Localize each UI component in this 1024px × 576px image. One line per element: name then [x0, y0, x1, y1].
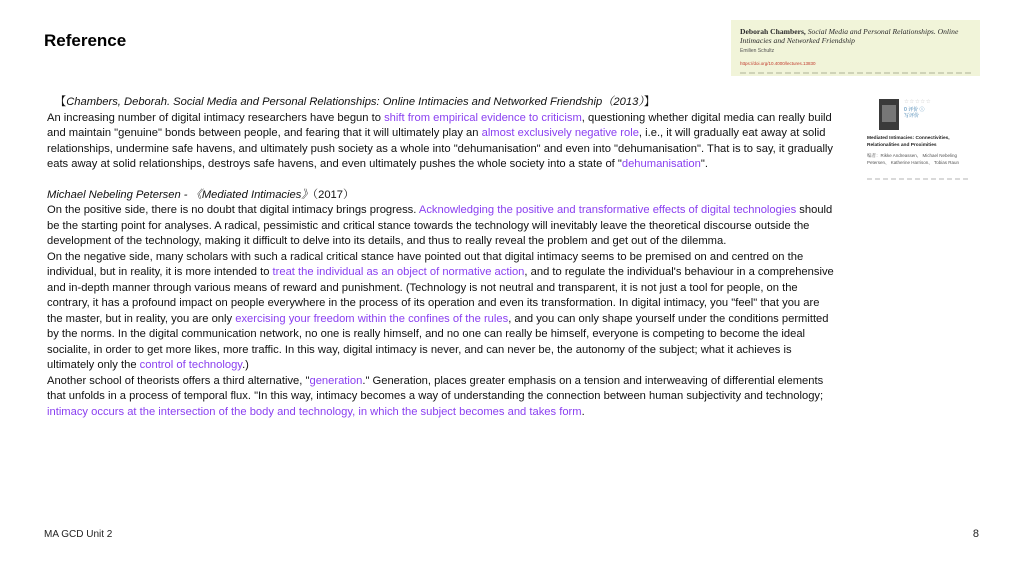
- citation-petersen: [47, 188, 837, 204]
- highlighted-phrase: control of technology: [139, 359, 243, 371]
- citation-chambers: [47, 95, 837, 111]
- highlighted-phrase: shift from empirical evidence to criticism: [384, 111, 582, 124]
- citation-petersen-year: （2017）: [312, 188, 355, 201]
- paragraph-text: should be the starting point for analyses. A radical, pessimistic and critical stance towards the technology will inevitably leave the theoretical discourse outside the development of the technology, making it difficult to delve into its details, and thus to really reveal the problem and get out of the dilemma.: [47, 204, 833, 247]
- paragraph-text: ." Generation, places greater emphasis on a tension and interweaving of differential elements that unfolds in a process of temporal flux. "In this way, intimacy becomes a way of understanding the connection between human subjectivity and technology;: [47, 374, 824, 402]
- paragraph-text: , i.e., it will gradually eat away at solid relationships, undermine safe havens, and ultimately push society as a whole into "dehumanisation" and even into "dehumanisation". That is to say, it gradually eats away at solid relationships, destroys safe havens, and even ultimately pushes the whole society into a state of ": [47, 127, 834, 170]
- book-cover-image: [879, 99, 899, 130]
- book-editors: 编者：Rikke Andreassen、 Michael Nebeling Petersen、 Katherine Harrison、 Tobias Raun: [867, 153, 960, 165]
- page-number: 8: [972, 528, 979, 540]
- paragraph-text: .: [581, 405, 585, 418]
- highlighted-phrase: generation: [309, 374, 363, 387]
- book-thumbnail: [867, 95, 975, 183]
- ref-card-book: Social Media and Personal Relationships. Online Intimacies and Networked Friendship: [740, 27, 959, 45]
- paragraph-positive-side: [47, 203, 837, 250]
- ref-card-title: [740, 27, 971, 45]
- citation-chambers-text: Chambers, Deborah. Social Media and Personal Relationships: Online Intimacies and Networked Friendship（2013）: [66, 96, 644, 108]
- book-rating: 0 评价 ⓘ: [904, 107, 925, 113]
- paragraph-text: On the negative side, many scholars with such a radical critical stance have pointed out that digital intimacy seems to be premised on and centred on the individual, but in reality, it is more intended to: [47, 250, 804, 278]
- book-stars: ☆☆☆☆☆: [904, 99, 932, 105]
- paragraph-text: Another school of theorists offers a third alternative, ": [47, 374, 310, 387]
- paragraph-negative-side: [47, 250, 837, 374]
- footer-course: MA GCD Unit 2: [44, 529, 113, 540]
- book-write-review: 写评价: [904, 113, 920, 119]
- citation-close-bracket: 】: [643, 96, 656, 108]
- ref-card-divider: [740, 72, 971, 74]
- highlighted-phrase: dehumanisation: [621, 158, 701, 170]
- paragraph-text: , questioning whether digital media can really build and maintain "genuine" bonds between people, and fearing that it will ultimately play an: [47, 111, 832, 139]
- citation-open-bracket: 【: [55, 96, 67, 108]
- reference-thumbnail: [731, 20, 980, 76]
- paragraph-chambers: [47, 111, 837, 173]
- paragraph-generation: [47, 374, 837, 421]
- paragraph-text: An increasing number of digital intimacy researchers have begun to: [47, 111, 385, 124]
- slide-body: [47, 95, 837, 420]
- slide-title: Reference: [44, 31, 127, 50]
- ref-card-reviewer: Emilien Schultz: [740, 48, 775, 54]
- citation-petersen-author: Michael Nebeling Petersen - 《Mediated Intimacies》: [47, 188, 313, 201]
- highlighted-phrase: intimacy occurs at the intersection of the body and technology, in which the subject becomes and takes form: [47, 405, 582, 418]
- highlighted-phrase: exercising your freedom within the confines of the rules: [235, 312, 509, 325]
- ref-card-author: Deborah Chambers,: [740, 27, 806, 36]
- paragraph-text: ".: [700, 158, 708, 170]
- highlighted-phrase: almost exclusively negative role: [481, 127, 639, 139]
- highlighted-phrase: treat the individual as an object of normative action: [272, 266, 525, 278]
- paragraph-text: On the positive side, there is no doubt that digital intimacy brings progress.: [47, 204, 419, 216]
- paragraph-text: , and to regulate the individual's behaviour in a comprehensive and in-depth manner through various means of reward and punishment. (Technology is not neutral and transparent, it is not just a tool for people, on the contrary, it has a profound impact on people everywhere in the process of its operation and even its transformation. In digital intimacy, you "feel" that you are the master, but in reality, you are only: [47, 266, 834, 325]
- book-card-divider: [867, 178, 971, 180]
- ref-card-doi: https://doi.org/10.4000/lectures.13830: [740, 61, 816, 66]
- paragraph-text: .): [242, 359, 249, 371]
- highlighted-phrase: Acknowledging the positive and transformative effects of digital technologies: [418, 204, 797, 216]
- book-title: Mediated Intimacies: Connectivities, Relationalities and Proximities: [867, 136, 950, 148]
- paragraph-text: , and you can only shape yourself under the conditions permitted by the norms. In the digital communication network, no one is really himself, and no one can really be himself, everyone is competing to become the ideal socialite, in order to get more likes, more traffic. In this way, digital intimacy is never, and can never be, the autonomy of the subject; what it achieves is ultimately only the: [47, 312, 829, 371]
- paragraph-gap: [47, 173, 837, 188]
